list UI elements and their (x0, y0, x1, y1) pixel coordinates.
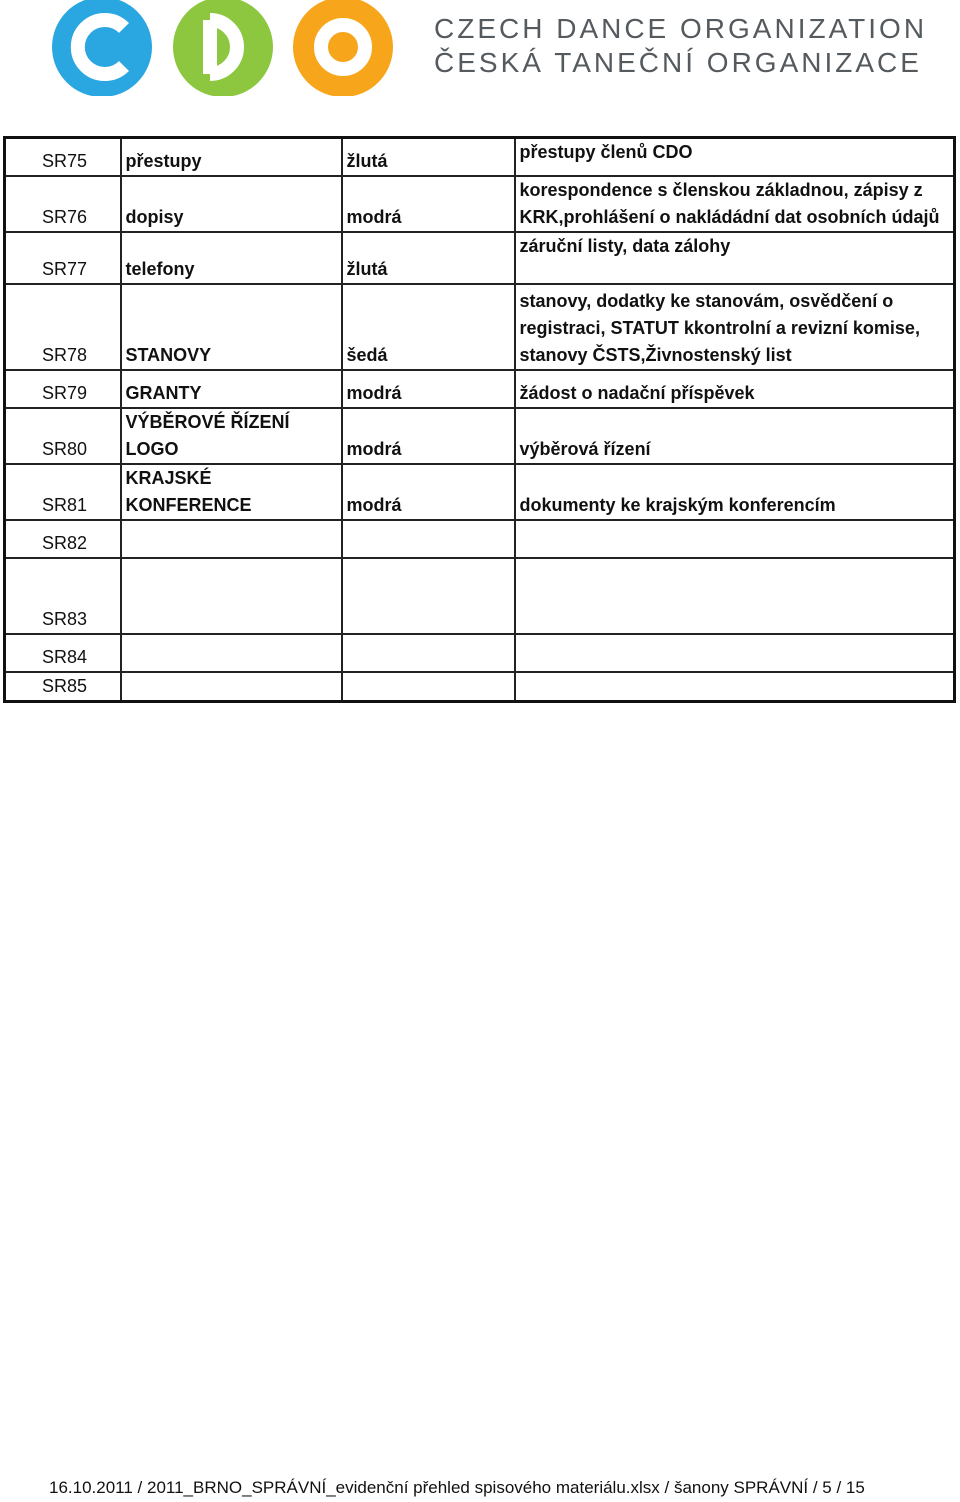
row-name: GRANTY (121, 370, 342, 408)
description-line: registraci, STATUT kkontrolní a revizní komise, (519, 317, 920, 338)
row-color (342, 520, 515, 558)
row-description (515, 138, 955, 176)
row-code: SR83 (5, 558, 121, 634)
table-row (5, 408, 955, 464)
row-description (515, 284, 955, 370)
table-row (5, 176, 955, 232)
description-line: přestupy členů CDO (519, 142, 693, 162)
description-line: korespondence s členskou základnou, zápisy z (519, 179, 923, 200)
row-description (515, 558, 955, 634)
logo-d-circle (173, 0, 273, 96)
table-row (5, 138, 955, 176)
row-description (515, 176, 955, 232)
row-description (515, 464, 955, 520)
organization-name (434, 12, 927, 80)
row-code: SR80 (5, 408, 121, 464)
row-color: modrá (342, 370, 515, 408)
description-line: dokumenty ke krajským konferencím (519, 494, 836, 515)
row-code: SR75 (5, 138, 121, 176)
row-code: SR78 (5, 284, 121, 370)
row-code: SR77 (5, 232, 121, 284)
row-description (515, 672, 955, 702)
table-row (5, 634, 955, 672)
row-name (121, 520, 342, 558)
row-description (515, 232, 955, 284)
row-color: šedá (342, 284, 515, 370)
row-name: přestupy (121, 138, 342, 176)
row-code: SR76 (5, 176, 121, 232)
row-color: modrá (342, 176, 515, 232)
row-description (515, 520, 955, 558)
description-line: záruční listy, data zálohy (519, 235, 731, 256)
row-description (515, 408, 955, 464)
row-code: SR85 (5, 672, 121, 702)
description-line: stanovy ČSTS,Živnostenský list (519, 344, 792, 365)
table-row (5, 370, 955, 408)
organization-name-cz: ČESKÁ TANEČNÍ ORGANIZACE (434, 47, 922, 78)
description-line: stanovy, dodatky ke stanovám, osvědčení o (519, 290, 894, 311)
organization-name-en: CZECH DANCE ORGANIZATION (434, 13, 928, 44)
row-color (342, 634, 515, 672)
row-name (121, 558, 342, 634)
row-description (515, 634, 955, 672)
register-table (3, 136, 956, 703)
table-row (5, 672, 955, 702)
description-line: výběrová řízení (519, 438, 651, 459)
page-footer: 16.10.2011 / 2011_BRNO_SPRÁVNÍ_evidenční přehled spisového materiálu.xlsx / šanony SPRÁVNÍ / 5 / 15 (49, 1478, 865, 1497)
table-row (5, 232, 955, 284)
table-row (5, 464, 955, 520)
row-color: žlutá (342, 232, 515, 284)
logo-o-circle (293, 0, 393, 96)
row-name: KRAJSKÉ KONFERENCE (121, 464, 342, 520)
description-line: KRK,prohlášení o nakládádní dat osobních údajů (519, 206, 940, 227)
row-name: telefony (121, 232, 342, 284)
table-row (5, 520, 955, 558)
table-row (5, 558, 955, 634)
page-header (0, 0, 960, 110)
row-code: SR79 (5, 370, 121, 408)
row-description (515, 370, 955, 408)
row-name (121, 672, 342, 702)
description-line: žádost o nadační příspěvek (519, 382, 755, 403)
row-name: dopisy (121, 176, 342, 232)
row-color: modrá (342, 408, 515, 464)
row-color: žlutá (342, 138, 515, 176)
row-code: SR84 (5, 634, 121, 672)
cdo-logo (52, 0, 397, 96)
row-color: modrá (342, 464, 515, 520)
row-name: STANOVY (121, 284, 342, 370)
row-name (121, 634, 342, 672)
row-color (342, 672, 515, 702)
row-color (342, 558, 515, 634)
row-code: SR82 (5, 520, 121, 558)
table-row (5, 284, 955, 370)
row-name: VÝBĚROVÉ ŘÍZENÍ LOGO (121, 408, 342, 464)
row-code: SR81 (5, 464, 121, 520)
